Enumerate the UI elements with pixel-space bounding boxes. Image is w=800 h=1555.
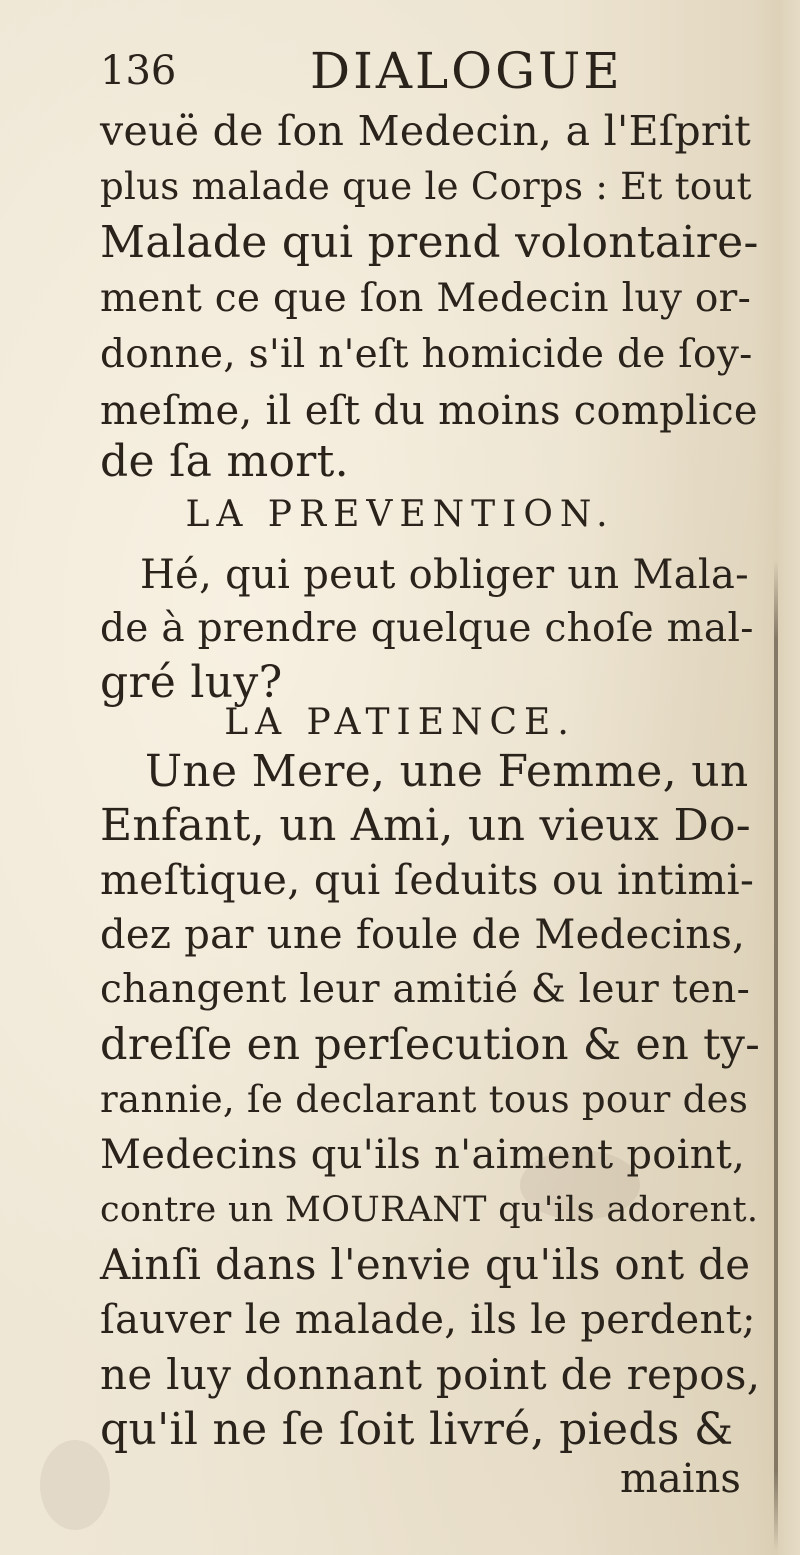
text-line: plus malade que le Corps : Et tout xyxy=(100,165,752,208)
catchword: mains xyxy=(620,1456,741,1502)
text-line: Ainſi dans l'envie qu'ils ont de xyxy=(100,1240,751,1289)
text-line: ſauver le malade, ils le perdent; xyxy=(100,1297,756,1343)
text-line: de ſa mort. xyxy=(100,436,349,487)
text-line: dez par une foule de Medecins, xyxy=(100,912,746,958)
speaker-heading: LA PREVENTION. xyxy=(185,494,615,535)
text-line: contre un MOURANT qu'ils adorent. xyxy=(100,1190,759,1230)
text-line: Medecins qu'ils n'aiment point, xyxy=(100,1132,746,1178)
text-line: gré luy? xyxy=(100,657,283,708)
text-line: donne, s'il n'eſt homicide de ſoy- xyxy=(100,332,753,377)
text-line: Une Mere, une Femme, un xyxy=(145,746,749,797)
text-line: dreſſe en perſecution & en ty- xyxy=(100,1020,761,1070)
page-edge-outer xyxy=(778,0,800,1555)
page-number: 136 xyxy=(100,48,177,94)
text-line: qu'il ne ſe ſoit livré, pieds & xyxy=(100,1404,734,1455)
text-line: meſme, il eſt du moins complice xyxy=(100,388,758,434)
text-line: meſtique, qui ſeduits ou intimi- xyxy=(100,856,755,904)
text-line: ment ce que ſon Medecin luy or- xyxy=(100,276,752,321)
text-line: rannie, ſe declarant tous pour des xyxy=(100,1078,749,1121)
text-line: Malade qui prend volontaire- xyxy=(100,217,759,268)
text-line: de à prendre quelque choſe mal- xyxy=(100,606,754,651)
text-line: Hé, qui peut obliger un Mala- xyxy=(140,552,749,598)
speaker-heading: LA PATIENCE. xyxy=(224,702,576,743)
text-line: changent leur amitié & leur ten- xyxy=(100,967,751,1012)
text-line: veuë de ſon Medecin, a l'Eſprit xyxy=(100,107,751,155)
text-line: Enfant, un Ami, un vieux Do- xyxy=(100,800,751,851)
text-line: ne luy donnant point de repos, xyxy=(100,1350,761,1399)
running-title: DIALOGUE xyxy=(310,42,623,100)
running-head xyxy=(100,42,760,102)
